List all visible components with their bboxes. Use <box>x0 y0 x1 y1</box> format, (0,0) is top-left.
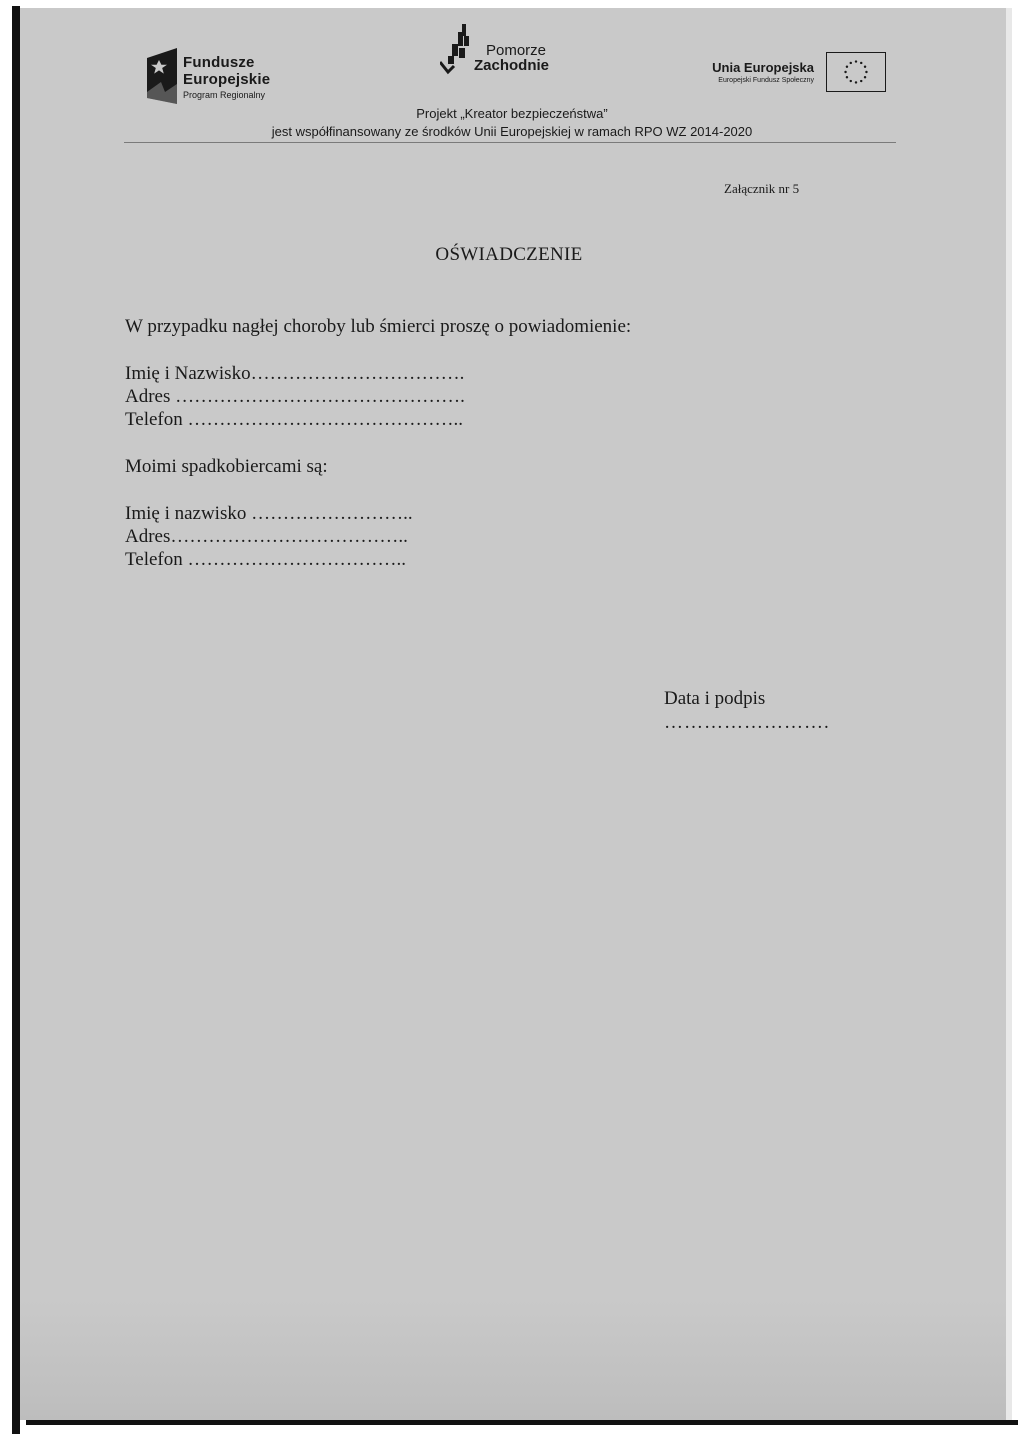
pz-logo-line2: Zachodnie <box>474 57 550 74</box>
document-title: OŚWIADCZENIE <box>435 244 583 265</box>
intro-paragraph: W przypadku nagłej choroby lub śmierci proszę o powiadomienie: <box>125 316 632 337</box>
eu-flag-star <box>864 76 866 78</box>
eu-flag-icon <box>826 52 886 92</box>
eu-flag-star <box>846 76 848 78</box>
eu-flag-star <box>865 71 867 73</box>
eu-flag-star <box>864 66 866 68</box>
pz-logo-line1: Pomorze <box>486 42 547 59</box>
eu-flag-star <box>855 60 857 62</box>
ue-logo-line2: Europejski Fundusz Społeczny <box>718 77 814 84</box>
heir-field-name: Imię i nazwisko …………………….. <box>125 503 413 524</box>
heirs-heading: Moimi spadkobiercami są: <box>125 456 328 477</box>
unia-europejska-logo-text <box>712 60 814 86</box>
fundusze-europejskie-logo-text <box>183 54 270 102</box>
page-shadow <box>20 1300 1006 1420</box>
attachment-label: Załącznik nr 5 <box>724 181 800 196</box>
pomorze-zachodnie-logo-text <box>474 44 549 73</box>
scan-bottom-border <box>26 1420 1018 1425</box>
heir-field-phone: Telefon …………………………….. <box>125 549 407 570</box>
eu-flag-star <box>855 81 857 83</box>
contact-field-phone: Telefon …………………………………….. <box>125 409 464 430</box>
scan-left-border <box>12 6 20 1434</box>
ue-logo-line1: Unia Europejska <box>712 60 814 75</box>
contact-field-address: Adres ………………………………………. <box>125 386 465 407</box>
signature-label: Data i podpis <box>664 688 766 709</box>
eu-flag-star <box>860 80 862 82</box>
eu-flag-star <box>844 71 846 73</box>
eu-flag-star <box>846 66 848 68</box>
contact-field-name: Imię i Nazwisko……………………………. <box>125 363 465 384</box>
signature-line: ……………………. <box>664 712 830 733</box>
fe-logo-line1: Fundusze <box>183 54 255 71</box>
fe-logo-line2: Europejskie <box>183 71 271 88</box>
eu-flag-star <box>850 62 852 64</box>
project-title: Projekt „Kreator bezpieczeństwa” <box>416 106 608 121</box>
project-subtitle: jest współfinansowany ze środków Unii Europejskiej w ramach RPO WZ 2014-2020 <box>271 124 753 139</box>
header-divider <box>124 142 896 143</box>
fe-logo-line3: Program Regionalny <box>183 90 266 100</box>
eu-flag-star <box>850 80 852 82</box>
page-right-edge <box>1006 8 1012 1420</box>
eu-flag-star <box>860 62 862 64</box>
document-page <box>20 8 1006 1420</box>
fundusze-europejskie-logo-mark <box>147 48 177 104</box>
heir-field-address: Adres……………………………….. <box>125 526 408 547</box>
